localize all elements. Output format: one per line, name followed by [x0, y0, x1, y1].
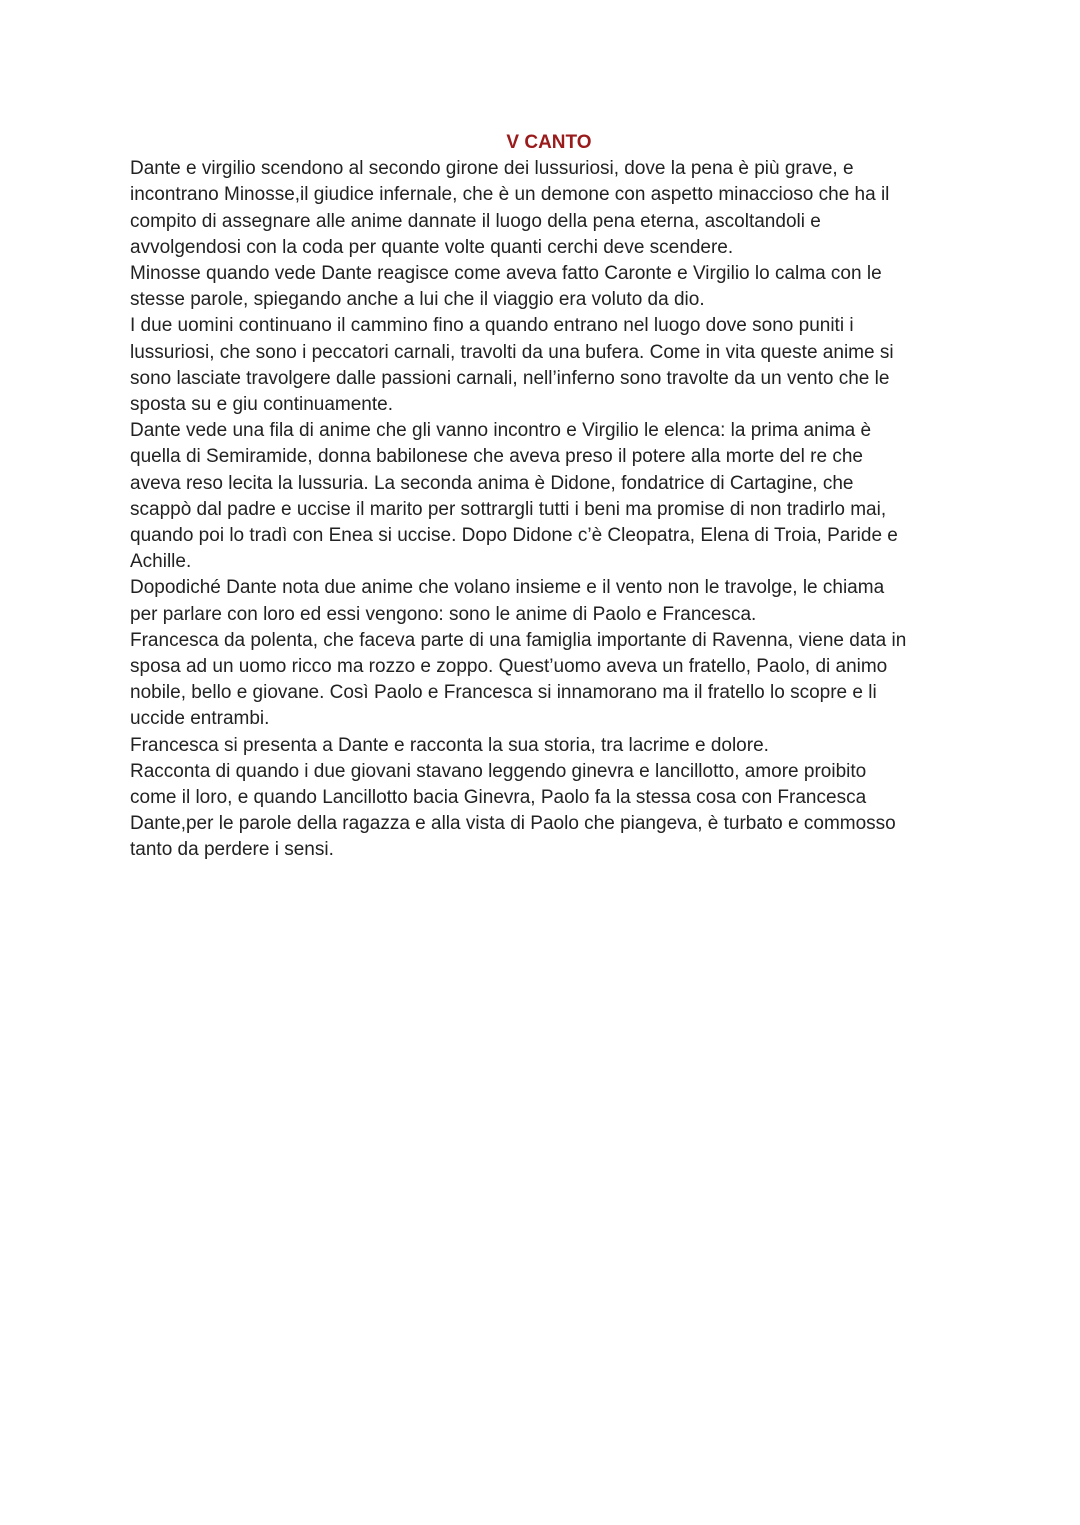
text-line: Racconta di quando i due giovani stavano leggendo ginevra e lancillotto, amore proibito: [130, 760, 867, 782]
text-line: incontrano Minosse,il giudice infernale, che è un demone con aspetto minaccioso che ha il: [130, 184, 890, 206]
text-line: sono lasciate travolgere dalle passioni carnali, nell’inferno sono travolte da un vento che le: [130, 367, 890, 389]
text-line: avvolgendosi con la coda per quante volte quanti cerchi deve scendere.: [130, 236, 734, 258]
paragraph: [130, 156, 960, 261]
text-line: quella di Semiramide, donna babilonese che aveva preso il potere alla morte del re che: [130, 446, 863, 468]
text-line: Dante,per le parole della ragazza e alla vista di Paolo che piangeva, è turbato e commosso: [130, 813, 896, 835]
paragraph-list: [130, 156, 960, 863]
text-line: Francesca da polenta, che faceva parte di una famiglia importante di Ravenna, viene data in: [130, 629, 907, 651]
text-line: lussuriosi, che sono i peccatori carnali, travolti da una bufera. Come in vita queste anime si: [130, 341, 894, 363]
text-line: Minosse quando vede Dante reagisce come aveva fatto Caronte e Virgilio lo calma con le: [130, 263, 882, 285]
text-line: sposta su e giu continuamente.: [130, 394, 394, 416]
text-line: aveva reso lecita la lussuria. La seconda anima è Didone, fondatrice di Cartagine, che: [130, 472, 854, 494]
paragraph: [130, 313, 960, 418]
text-line: scappò dal padre e uccise il marito per sottrargli tutti i beni ma promise di non tradirlo mai,: [130, 498, 887, 520]
text-line: sposa ad un uomo ricco ma rozzo e zoppo. Quest’uomo aveva un fratello, Paolo, di animo: [130, 656, 888, 678]
text-line: nobile, bello e giovane. Così Paolo e Francesca si innamorano ma il fratello lo scopre e li: [130, 682, 877, 704]
paragraph: [130, 418, 960, 575]
document-title: V CANTO: [506, 132, 592, 153]
text-line: Dante e virgilio scendono al secondo girone dei lussuriosi, dove la pena è più grave, e: [130, 158, 854, 180]
paragraph: [130, 261, 960, 313]
paragraph: [130, 575, 960, 627]
text-line: quando poi lo tradì con Enea si uccise. Dopo Didone c’è Cleopatra, Elena di Troia, Paride e: [130, 525, 898, 547]
text-line: per parlare con loro ed essi vengono: sono le anime di Paolo e Francesca.: [130, 603, 757, 625]
text-line: tanto da perdere i sensi.: [130, 839, 334, 861]
document-body: [130, 130, 960, 864]
paragraph: [130, 628, 960, 733]
text-line: Dante vede una fila di anime che gli vanno incontro e Virgilio le elenca: la prima anima è: [130, 420, 872, 442]
paragraph: [130, 759, 960, 864]
text-line: Dopodiché Dante nota due anime che volano insieme e il vento non le travolge, le chiama: [130, 577, 885, 599]
text-line: come il loro, e quando Lancillotto bacia Ginevra, Paolo fa la stessa cosa con Francesca: [130, 787, 867, 809]
text-line: Francesca si presenta a Dante e racconta la sua storia, tra lacrime e dolore.: [130, 734, 769, 756]
paragraph: [130, 733, 960, 759]
text-line: stesse parole, spiegando anche a lui che il viaggio era voluto da dio.: [130, 289, 705, 311]
text-line: Achille.: [130, 551, 192, 573]
text-line: compito di assegnare alle anime dannate il luogo della pena eterna, ascoltandoli e: [130, 210, 821, 232]
text-line: uccide entrambi.: [130, 708, 270, 730]
text-line: I due uomini continuano il cammino fino a quando entrano nel luogo dove sono puniti i: [130, 315, 854, 337]
